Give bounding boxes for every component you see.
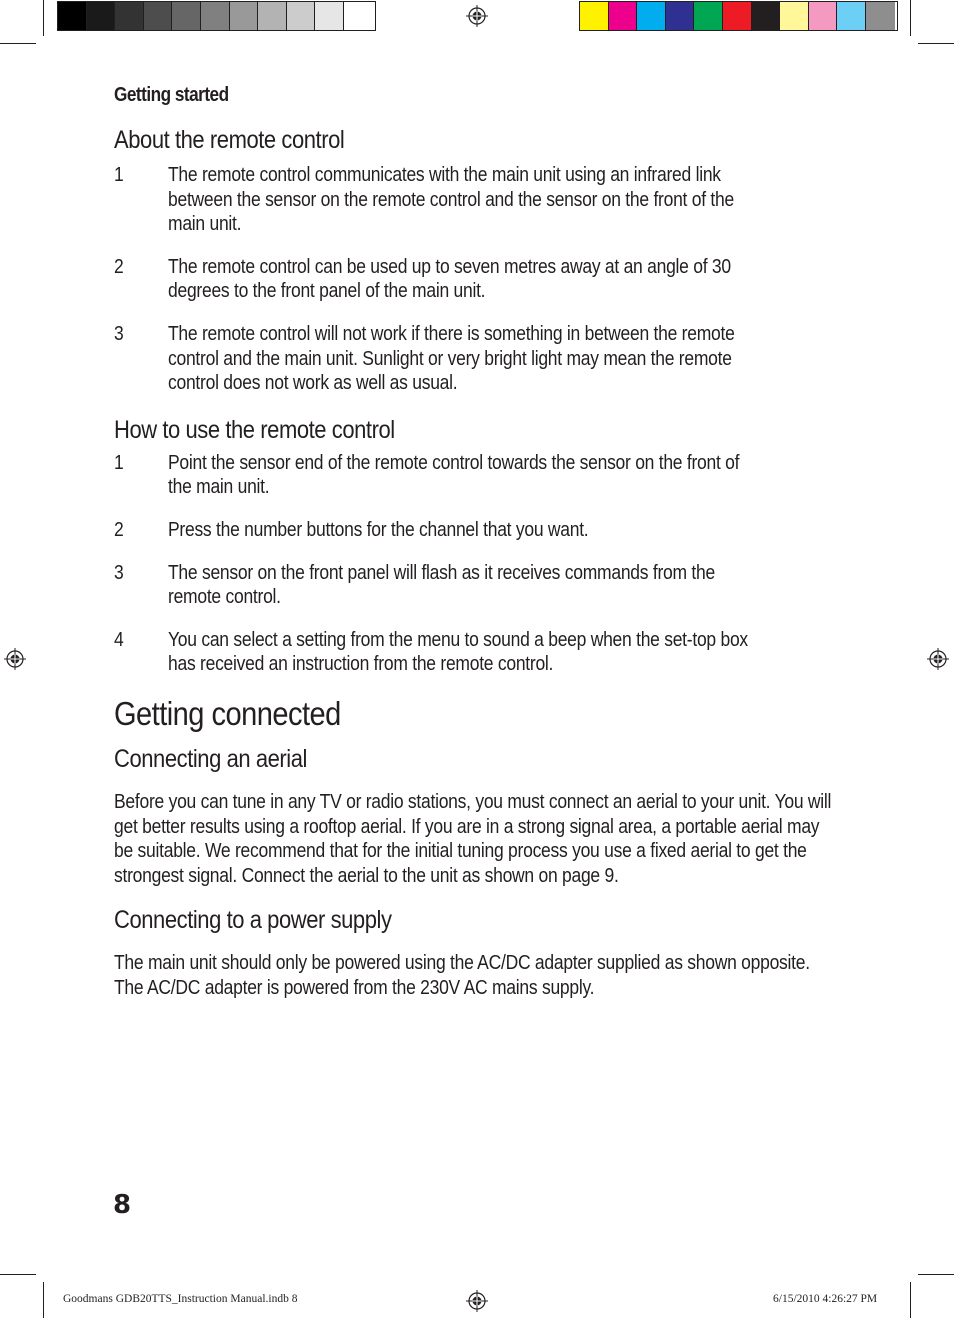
- color-swatch: [201, 2, 230, 30]
- item-text: Point the sensor end of the remote control towards the sensor on the front of the main unit.: [168, 451, 740, 499]
- crop-mark: [43, 1282, 44, 1318]
- crop-mark: [910, 1282, 911, 1318]
- color-swatch: [315, 2, 344, 30]
- color-swatch: [144, 2, 173, 30]
- color-swatch: [694, 2, 723, 30]
- item-number: 2: [114, 518, 124, 541]
- color-swatch: [230, 2, 259, 30]
- list-item: [114, 322, 844, 396]
- page-number: 8: [113, 1190, 132, 1220]
- color-swatch: [344, 2, 373, 30]
- color-swatch: [752, 2, 781, 30]
- item-number: 2: [114, 255, 124, 278]
- item-number: 3: [114, 322, 124, 345]
- about-remote-heading: About the remote control: [114, 126, 345, 154]
- color-swatch: [58, 2, 87, 30]
- about-remote-list: [114, 163, 844, 396]
- registration-mark-icon: [466, 5, 488, 27]
- list-item: [114, 561, 844, 610]
- color-swatch: [866, 2, 895, 30]
- print-slug-file: Goodmans GDB20TTS_Instruction Manual.indb 8: [63, 1293, 298, 1305]
- color-swatch: [637, 2, 666, 30]
- item-number: 4: [114, 628, 124, 651]
- power-paragraph: The main unit should only be powered using the AC/DC adapter supplied as shown opposite. The AC/DC adapter is powered from the 230V AC mains supply.: [114, 952, 810, 999]
- getting-connected-title: Getting connected: [114, 694, 341, 732]
- registration-mark-icon: [466, 1290, 488, 1312]
- list-item: [114, 451, 844, 500]
- color-swatch: [87, 2, 116, 30]
- color-swatch: [287, 2, 316, 30]
- section-header: Getting started: [114, 84, 229, 106]
- power-heading: Connecting to a power supply: [114, 906, 392, 935]
- crop-mark: [918, 1274, 954, 1275]
- item-text: Press the number buttons for the channel that you want.: [168, 518, 589, 541]
- crop-mark: [0, 43, 36, 44]
- color-swatch: [723, 2, 752, 30]
- color-swatch: [609, 2, 638, 30]
- item-text: You can select a setting from the menu to sound a beep when the set-top box has received an instruction from the remote control.: [168, 628, 748, 676]
- color-swatch: [666, 2, 695, 30]
- item-text: The remote control communicates with the main unit using an infrared link between the sensor on the remote control and the sensor on the front of the main unit.: [168, 164, 734, 236]
- page-content: [114, 80, 844, 1000]
- list-item: [114, 628, 844, 677]
- color-swatch: [115, 2, 144, 30]
- crop-mark: [918, 43, 954, 44]
- howto-remote-heading: How to use the remote control: [114, 415, 395, 444]
- aerial-paragraph: Before you can tune in any TV or radio stations, you must connect an aerial to your unit. You will get better results using a rooftop aerial. If you are in a strong signal area, a portable aerial may be suitable. We recommend that for the initial tuning process you use a fixed aerial to get the strongest signal. Connect the aerial to the unit as shown on page 9.: [114, 790, 832, 887]
- list-item: [114, 163, 844, 237]
- color-swatch: [837, 2, 866, 30]
- print-slug-date: 6/15/2010 4:26:27 PM: [773, 1293, 878, 1305]
- item-number: 1: [114, 164, 124, 186]
- color-swatch: [258, 2, 287, 30]
- color-swatch: [172, 2, 201, 30]
- crop-mark: [910, 0, 911, 36]
- item-text: The remote control will not work if there is something in between the remote control and the main unit. Sunlight or very bright light may mean the remote control does not work as well as usual.: [168, 322, 735, 395]
- color-calibration-bar: [579, 1, 898, 31]
- item-number: 3: [114, 561, 124, 584]
- color-swatch: [580, 2, 609, 30]
- item-text: The remote control can be used up to seven metres away at an angle of 30 degrees to the front panel of the main unit.: [168, 255, 731, 303]
- crop-mark: [0, 1274, 36, 1275]
- item-text: The sensor on the front panel will flash as it receives commands from the remote control.: [168, 561, 715, 609]
- color-swatch: [809, 2, 838, 30]
- item-number: 1: [114, 451, 124, 474]
- list-item: [114, 255, 844, 304]
- color-swatch: [780, 2, 809, 30]
- crop-mark: [43, 0, 44, 36]
- list-item: [114, 518, 844, 543]
- registration-mark-icon: [927, 648, 949, 670]
- registration-mark-icon: [4, 648, 26, 670]
- howto-remote-list: [114, 451, 844, 677]
- grayscale-calibration-bar: [57, 1, 376, 31]
- aerial-heading: Connecting an aerial: [114, 744, 308, 773]
